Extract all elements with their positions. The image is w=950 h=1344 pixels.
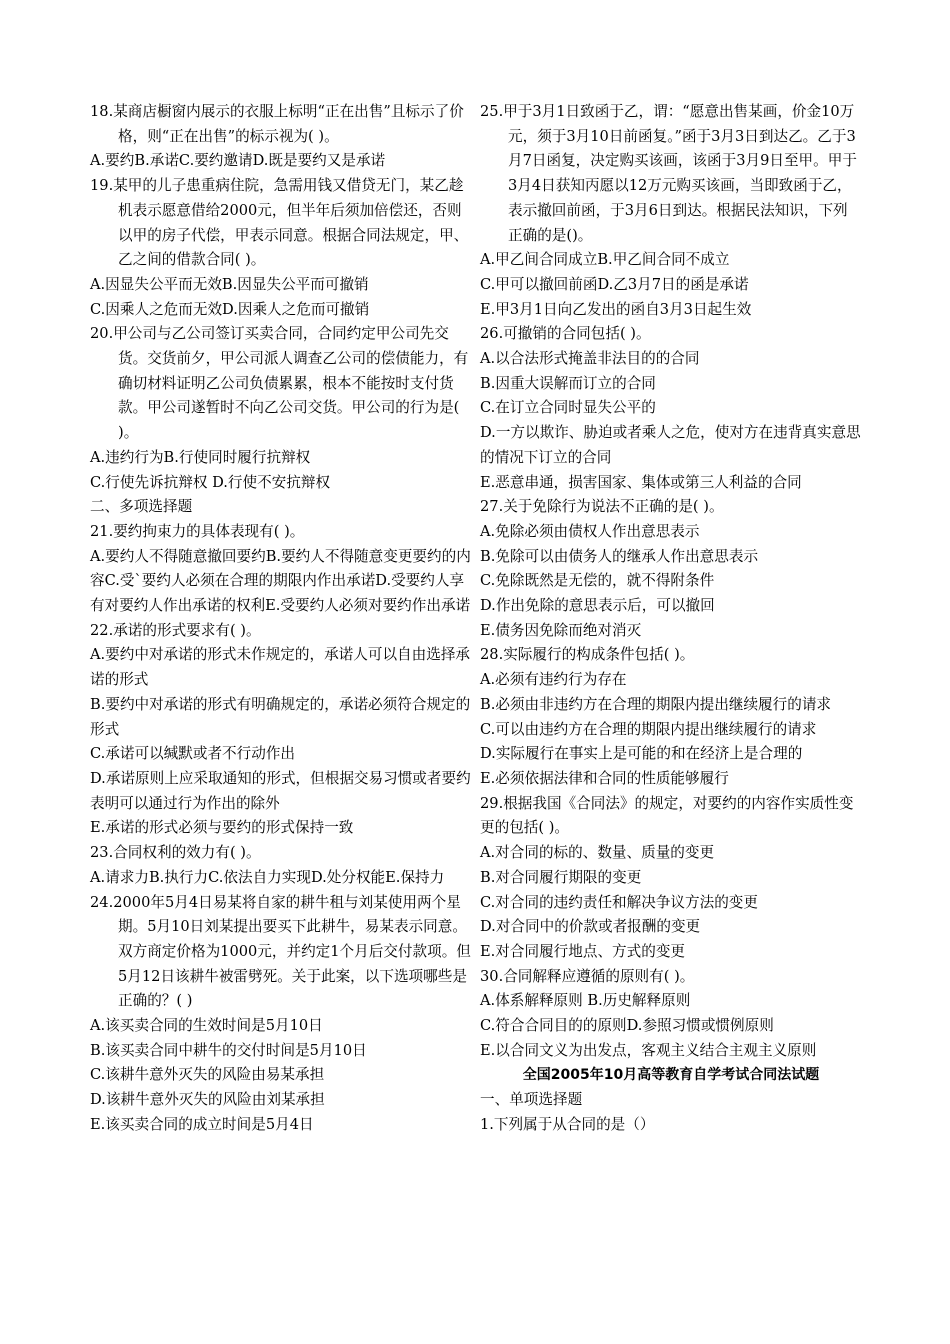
text-line: D.承诺原则上应采取通知的形式，但根据交易习惯或者要约表明可以通过行为作出的除外 (90, 769, 471, 812)
question-text: 18.某商店橱窗内展示的衣服上标明“正在出售”且标示了价格，则“正在出售”的标示视为( )。 (90, 103, 464, 145)
text-line: 21.要约拘束力的具体表现有( )。 (90, 522, 305, 540)
text-line: C.行使先诉抗辩权 D.行使不安抗辩权 (90, 473, 331, 491)
text-line: C.因乘人之危而无效D.因乘人之危而可撤销 (90, 300, 370, 318)
text-line: A.甲乙间合同成立B.甲乙间合同不成立 (480, 251, 730, 269)
text-line: 30.合同解释应遵循的原则有( )。 (480, 967, 695, 985)
text-line: C.免除既然是无偿的，就不得附条件 (480, 572, 715, 590)
text-line: E.甲3月1日向乙发出的函自3月3日起生效 (480, 300, 752, 318)
text-line: A.免除必须由债权人作出意思表示 (480, 522, 700, 540)
text-line: A.必须有违约行为存在 (480, 671, 627, 689)
text-line: B.要约中对承诺的形式有明确规定的，承诺必须符合规定的形式 (90, 695, 471, 738)
left-column (90, 100, 472, 1138)
text-line: A.违约行为B.行使同时履行抗辩权 (90, 448, 311, 466)
text-line: B.因重大误解而订立的合同 (480, 374, 656, 392)
text-line: A.该买卖合同的生效时间是5月10日 (90, 1017, 323, 1035)
text-line: 一、单项选择题 (480, 1091, 583, 1109)
text-line: 28.实际履行的构成条件包括( )。 (480, 646, 695, 664)
text-line: E.必须依据法律和合同的性质能够履行 (480, 769, 729, 787)
question-text: 25.甲于3月1日致函于乙，谓：“愿意出售某画，价金10万元，须于3月10日前函复。”函于3月3日到达乙。乙于3月7日函复，决定购买该画，该函于3月9日至甲。甲于3月4日获知丙愿以12万元购买该画，当即致函于乙，表示撤回前函，于3月6日到达。根据民法知识，下列正确的是()。 (480, 103, 857, 244)
text-line: 22.承诺的形式要求有( )。 (90, 621, 261, 639)
right-column (480, 100, 862, 1138)
text-line: B.必须由非违约方在合理的期限内提出继续履行的请求 (480, 695, 832, 713)
text-line: 29.根据我国《合同法》的规定，对要约的内容作实质性变更的包括( )。 (480, 794, 854, 837)
text-line: E.对合同履行地点、方式的变更 (480, 942, 686, 960)
text-line: A.因显失公平而无效B.因显失公平而可撤销 (90, 275, 369, 293)
text-line: D.该耕牛意外灭失的风险由刘某承担 (90, 1091, 325, 1109)
text-line: E.该买卖合同的成立时间是5月4日 (90, 1115, 314, 1133)
text-line: C.承诺可以缄默或者不行动作出 (90, 745, 296, 763)
text-line: A.请求力B.执行力C.依法自力实现D.处分权能E.保持力 (90, 868, 445, 886)
text-line: C.可以由违约方在合理的期限内提出继续履行的请求 (480, 720, 817, 738)
text-line: C.符合合同目的的原则D.参照习惯或惯例原则 (480, 1017, 774, 1035)
text-line: E.债务因免除而绝对消灭 (480, 621, 642, 639)
section-heading: 全国2005年10月高等教育自学考试合同法试题 (522, 1067, 820, 1084)
text-line: A.要约中对承诺的形式未作规定的，承诺人可以自由选择承诺的形式 (90, 646, 471, 689)
text-line: C.在订立合同时显失公平的 (480, 399, 656, 417)
question-text: 20.甲公司与乙公司签订买卖合同，合同约定甲公司先交货。交货前夕，甲公司派人调查乙公司的偿债能力，有确切材料证明乙公司负债累累，根本不能按时支付货款。甲公司遂暂时不向乙公司交货。甲公司的行为是( )。 (90, 325, 469, 442)
text-line: A.要约人不得随意撤回要约B.要约人不得随意变更要约的内容C.受`要约人必须在合理的期限内作出承诺D.受要约人享有对要约人作出承诺的权利E.受要约人必须对要约作出承诺 (90, 547, 471, 615)
text-line: C.该耕牛意外灭失的风险由易某承担 (90, 1066, 325, 1084)
text-line: 1.下列属于从合同的是（） (480, 1115, 655, 1133)
text-line: E.恶意串通，损害国家、集体或第三人利益的合同 (480, 473, 802, 491)
text-line: A.要约B.承诺C.要约邀请D.既是要约又是承诺 (90, 152, 386, 170)
text-line: 23.合同权利的效力有( )。 (90, 844, 261, 862)
text-line: B.免除可以由债务人的继承人作出意思表示 (480, 547, 759, 565)
text-line: A.以合法形式掩盖非法目的的合同 (480, 350, 700, 368)
text-line: D.一方以欺诈、胁迫或者乘人之危，使对方在违背真实意思的情况下订立的合同 (480, 424, 861, 466)
question-text: 24.2000年5月4日易某将自家的耕牛租与刘某使用两个星期。5月10日刘某提出要买下此耕牛，易某表示同意。双方商定价格为1000元，并约定1个月后交付款项。但5月12日该耕牛被雷劈死。关于此案，以下选项哪些是正确的？( ) (90, 893, 471, 1010)
text-line: E.承诺的形式必须与要约的形式保持一致 (90, 819, 354, 837)
text-line: C.对合同的违约责任和解决争议方法的变更 (480, 893, 758, 911)
text-line: E.以合同文义为出发点，客观主义结合主观主义原则 (480, 1041, 817, 1059)
text-line: A.体系解释原则 B.历史解释原则 (480, 992, 691, 1010)
text-line: B.该买卖合同中耕牛的交付时间是5月10日 (90, 1041, 367, 1059)
text-line: C.甲可以撤回前函D.乙3月7日的函是承诺 (480, 275, 749, 293)
text-line: 26.可撤销的合同包括( )。 (480, 325, 651, 343)
question-text: 19.某甲的儿子患重病住院，急需用钱又借贷无门，某乙趁机表示愿意借给2000元，但半年后须加倍偿还，否则以甲的房子代偿，甲表示同意。根据合同法规定，甲、乙之间的借款合同( )。 (90, 177, 469, 269)
text-line: A.对合同的标的、数量、质量的变更 (480, 844, 715, 862)
text-line: D.作出免除的意思表示后，可以撤回 (480, 597, 715, 615)
text-line: 二、多项选择题 (90, 498, 193, 516)
text-line: 27.关于免除行为说法不正确的是( )。 (480, 498, 724, 516)
text-line: B.对合同履行期限的变更 (480, 868, 642, 886)
text-line: D.对合同中的价款或者报酬的变更 (480, 918, 701, 936)
text-line: D.实际履行在事实上是可能的和在经济上是合理的 (480, 745, 803, 763)
